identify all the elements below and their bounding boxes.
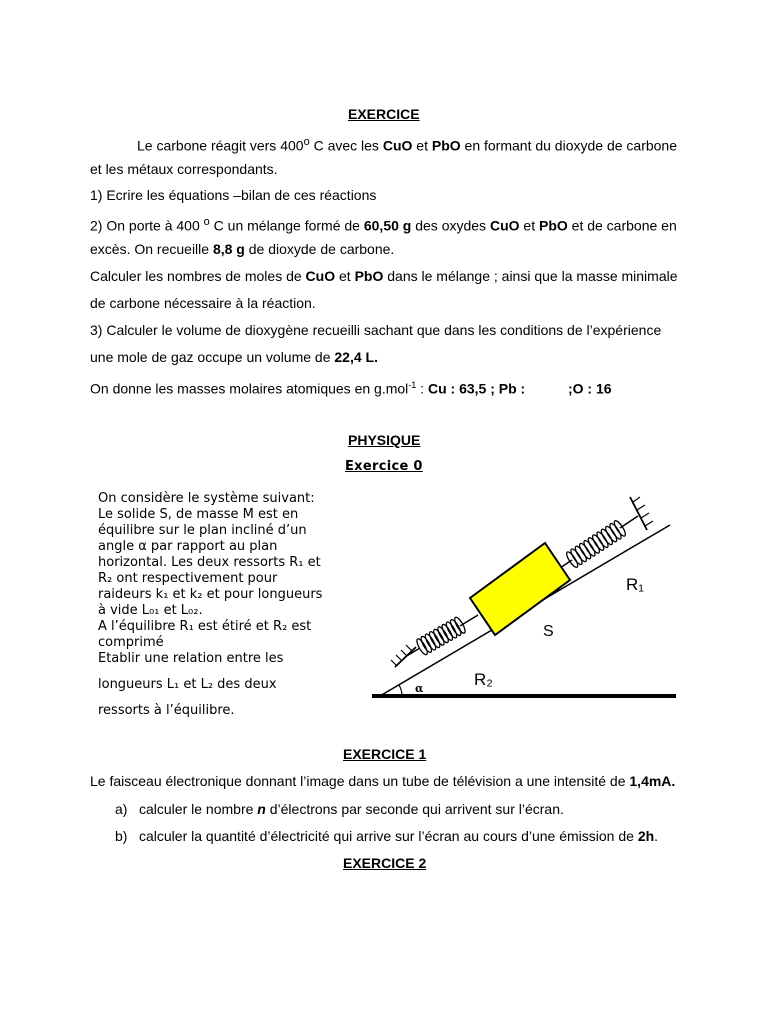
label-r2: R₂ [474, 670, 493, 689]
formula-pbo: PbO [538, 217, 568, 234]
statement-line: comprimé [98, 635, 164, 650]
q2-text: excès. On recueille [90, 241, 213, 257]
question-1: 1) Ecrire les équations –bilan de ces réactions [90, 187, 377, 203]
item-text: d’électrons par seconde qui arrivent sur l’écran. [265, 801, 564, 817]
question-3-line-1: 3) Calculer le volume de dioxygène recueilli sachant que dans les conditions de l’expérience [90, 322, 662, 338]
current-value: 1,4mA. [629, 773, 676, 789]
formula-cuo: CuO [305, 268, 336, 284]
solid-block-s [470, 543, 570, 635]
spring-r1 [560, 516, 638, 569]
q2-text: 2) On porte à 400 [90, 217, 204, 234]
exercise-1-intro [90, 773, 675, 790]
statement-line: A l’équilibre R₁ est étiré et R₂ est [98, 619, 312, 634]
top-wall [630, 497, 647, 530]
statement-line: à vide L₀₁ et L₀₂. [98, 603, 203, 618]
q2-text: C un mélange formé de [209, 217, 364, 234]
statement-line: raideurs k₁ et k₂ et pour longueurs [98, 587, 323, 602]
variable-n: n [257, 801, 266, 817]
statement-line: longueurs L₁ et L₂ des deux [98, 677, 277, 692]
exercise-1-title: EXERCICE 1 [343, 746, 427, 762]
exercise-2-title: EXERCICE 2 [343, 855, 427, 871]
label-r1: R₁ [626, 575, 645, 594]
q2-text: et de carbone en [567, 217, 677, 234]
intro-text: en formant du dioxyde de carbone [460, 137, 678, 154]
label-s: S [543, 623, 554, 640]
statement-line: R₂ ont respectivement pour [98, 571, 278, 586]
exercise-0-title: Exercice 0 [345, 459, 423, 474]
statement-line: équilibre sur le plan incliné d’un [98, 523, 307, 538]
q2-text: Calculer les nombres de moles de [90, 268, 306, 284]
item-text: . [654, 828, 659, 844]
mass-value: 60,50 g [363, 217, 412, 234]
q3-text: une mole de gaz occupe un volume de [90, 349, 335, 365]
item-text: calculer la quantité d’électricité qui arrive sur l’écran au cours d’une émission de [139, 828, 638, 844]
formula-cuo: CuO [489, 217, 520, 234]
degree-sup: o [203, 216, 210, 228]
q2-text: et [519, 217, 539, 234]
intro-text: C avec les [309, 137, 383, 154]
q2-text: des oxydes [411, 217, 490, 234]
question-2-line-4: de carbone nécessaire à la réaction. [90, 295, 316, 311]
formula-pbo: PbO [431, 137, 461, 154]
duration-value: 2h [637, 828, 655, 844]
q2-text: et [335, 268, 355, 284]
molar-volume-value: 22,4 L. [334, 349, 378, 365]
formula-cuo: CuO [382, 137, 413, 154]
statement-line: Le solide S, de masse M est en [98, 507, 299, 522]
exercise-title: EXERCICE [348, 106, 420, 122]
formula-pbo: PbO [354, 268, 384, 284]
item-label: a) [115, 801, 128, 817]
statement-line: Etablir une relation entre les [98, 651, 284, 666]
item-label: b) [115, 828, 128, 844]
ex1-text: Le faisceau électronique donnant l’image dans un tube de télévision a une intensité de [90, 773, 630, 789]
label-alpha: α [415, 682, 424, 695]
ex1-item-b [115, 828, 658, 844]
molar-values: Cu : 63,5 ; Pb : ;O : 16 [427, 380, 612, 397]
statement-line: horizontal. Les deux ressorts R₁ et [98, 555, 321, 570]
physique-title: PHYSIQUE [348, 432, 421, 448]
molar-text: : [416, 380, 428, 397]
molar-text: On donne les masses molaires atomiques en g.mol [90, 380, 409, 397]
item-text: calculer le nombre [139, 801, 258, 817]
intro-text: et [412, 137, 432, 154]
co2-mass-value: 8,8 g [212, 241, 245, 257]
spring-r2 [405, 615, 478, 657]
degree-sup: o [303, 136, 310, 148]
statement-line: ressorts à l’équilibre. [98, 703, 235, 718]
intro-line-2: et les métaux correspondants. [90, 161, 278, 177]
intro-text: Le carbone réagit vers 400 [137, 137, 304, 154]
statement-line: angle α par rapport au plan [98, 539, 278, 554]
statement-line: On considère le système suivant: [98, 491, 315, 506]
exponent-sup: -1 [408, 380, 417, 390]
q2-text: de dioxyde de carbone. [244, 241, 395, 257]
ex1-item-a [115, 801, 564, 817]
q2-text: dans le mélange ; ainsi que la masse minimale [383, 268, 678, 284]
